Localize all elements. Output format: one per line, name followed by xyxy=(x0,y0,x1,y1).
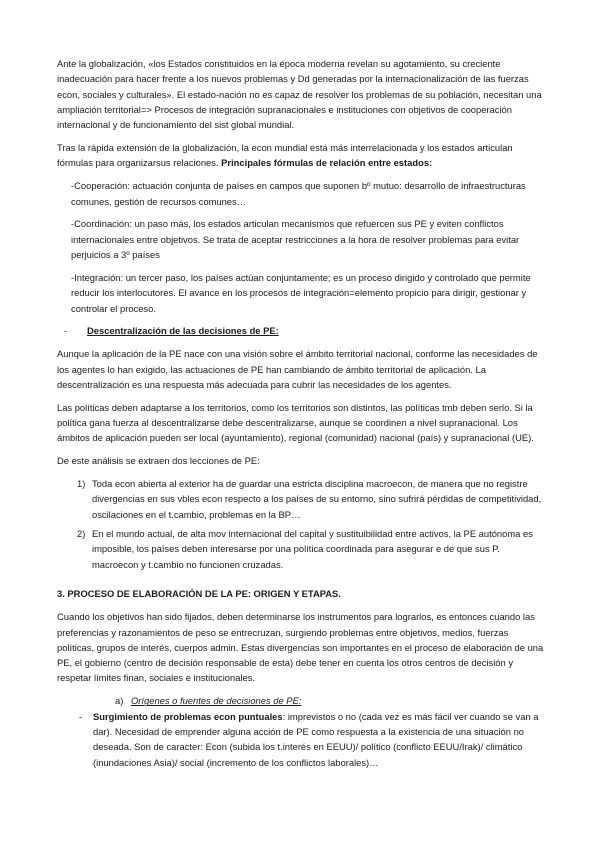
formulas-heading: Principales fórmulas de relación entre estados: xyxy=(221,157,433,169)
list-item-number: 2) xyxy=(77,528,86,540)
intro-paragraph: Ante la globalización, «los Estados constituidos en la época moderna revelan su agotamiento, su creciente inadecuación para hacer frente a los nuevos problemas y Dd generadas por la internacionalización de las fuerzas econ, sociales y culturales». El estado-nación no es capaz de resolver los problemas de su población, necesitan una ampliación territorial=> Procesos de integración supranacionales e instituciones con objetivos de cooperación internacional y de funcionamiento del sist global mundial. xyxy=(57,58,542,131)
formula-integration: -Integración: un tercer paso, los países actúan conjuntamente; es un proceso dirigido y controlado que permite reducir los interlocutores. El avance en los procesos de integración=elemento propicio para dirigir, gestionar y controlar el proceso. xyxy=(71,271,531,314)
subsection-marker: a) xyxy=(115,695,124,707)
list-item xyxy=(77,476,545,522)
list-item-number: 1) xyxy=(77,478,86,490)
decentralization-title: Descentralización de las decisiones de PE: xyxy=(87,325,279,337)
origin-item xyxy=(79,709,545,770)
section-3-heading: 3. PROCESO DE ELABORACIÓN DE LA PE: ORIGEN Y ETAPAS. xyxy=(57,587,341,599)
document-page xyxy=(57,56,545,770)
formula-cooperation: -Cooperación: actuación conjunta de países en campos que suponen bº mutuo: desarrollo de infraestructuras comunes, gestión de recursos comunes… xyxy=(71,180,526,207)
lessons-list xyxy=(57,476,545,572)
lessons-intro: De este análisis se extraen dos lecciones de PE: xyxy=(57,455,260,467)
formula-coordination: -Coordinación: un paso más, los estados articulan mecanismos que refuercen sus PE y eviten conflictos internacionales entre objetivos. Se trata de aceptar restricciones a la hora de resolver problemas para evitar perjuicios a 3º países xyxy=(71,218,520,261)
dash-marker: - xyxy=(64,325,68,337)
territories-paragraph: Las políticas deben adaptarse a los territorios, como los territorios son distintos, las políticas tmb deben serlo. Si la política gana fuerza al descentralizarse debe descentralizarse, aunque se coordinen a nivel supranacional. Los ámbitos de aplicación pueden ser local (ayuntamiento), regional (comunidad) nacional (país) y supranacional (UE). xyxy=(57,401,534,444)
origin-item-bold: Surgimiento de problemas econ puntuales xyxy=(93,710,283,722)
formulas-intro-paragraph xyxy=(57,140,545,171)
subsection-a-title: Orígenes o fuentes de decisiones de PE: xyxy=(131,695,302,707)
formulas-intro-text: Tras la rápida extensión de la globalización, la econ mundial está más interrelacionada y los estados articulan fórmulas para organizarsus relaciones. xyxy=(57,142,513,169)
origin-item-body: : imprevistos o no (cada vez es más fácil ver cuando se van a dar). Necesidad de emprender alguna acción de PE como respuesta a la existencia de una situación no deseada. Son de caracter: Econ (subida los t.interés en EEUU)/ político (conflicto EEUU/Irak)/ climático (inundaciones Asia)/ social (incremento de los conflictos laborales)… xyxy=(93,710,539,768)
decentralization-heading xyxy=(64,323,545,338)
origin-item-text xyxy=(93,709,545,770)
list-item xyxy=(77,526,545,572)
elaboration-paragraph: Cuando los objetivos han sido fijados, deben determinarse los instrumentos para lograrlos, es entonces cuando las preferencias y razonamientos de peso se entrecruzan, surgiendo problemas entre objetivos, medios, fuerzas políticas, grupos de interés, cuerpos admin. Estas divergencias son importantes en el proceso de elaboración de una PE, el gobierno (centro de decisión responsable de esta) debe tener en cuenta los otros centros de decisión y respetar límites finan, sociales e institucionales. xyxy=(57,611,544,684)
decentralization-paragraph: Aunque la aplicación de la PE nace con una visión sobre el ámbito territorial nacional, conforme las necesidades de los agentes lo han exigido, las actuaciones de PE han cambiando de ámbito territorial de aplicación. La descentralización es una respuesta más adecuada para cubrir las necesidades de los agentes. xyxy=(57,348,538,390)
dash-marker: - xyxy=(79,710,83,722)
subsection-a-heading xyxy=(115,693,545,708)
list-item-text: Toda econ abierta al exterior ha de guardar una estricta disciplina macroecon, de manera que no registre divergencias en sus vbles econ respecto a los países de su entorno, sino sufrirá pérdidas de competitividad, oscilaciones en el t.cambio, problemas en la BP… xyxy=(92,478,542,520)
list-item-text: En el mundo actual, de alta mov internacional del capital y sustituibilidad entre activos, la PE autónoma es imposible, los países deben interesarse por una política coordinada para asegurar e de que sus P. macroecon y t.cambio no funcionen cruzadas. xyxy=(92,528,533,570)
